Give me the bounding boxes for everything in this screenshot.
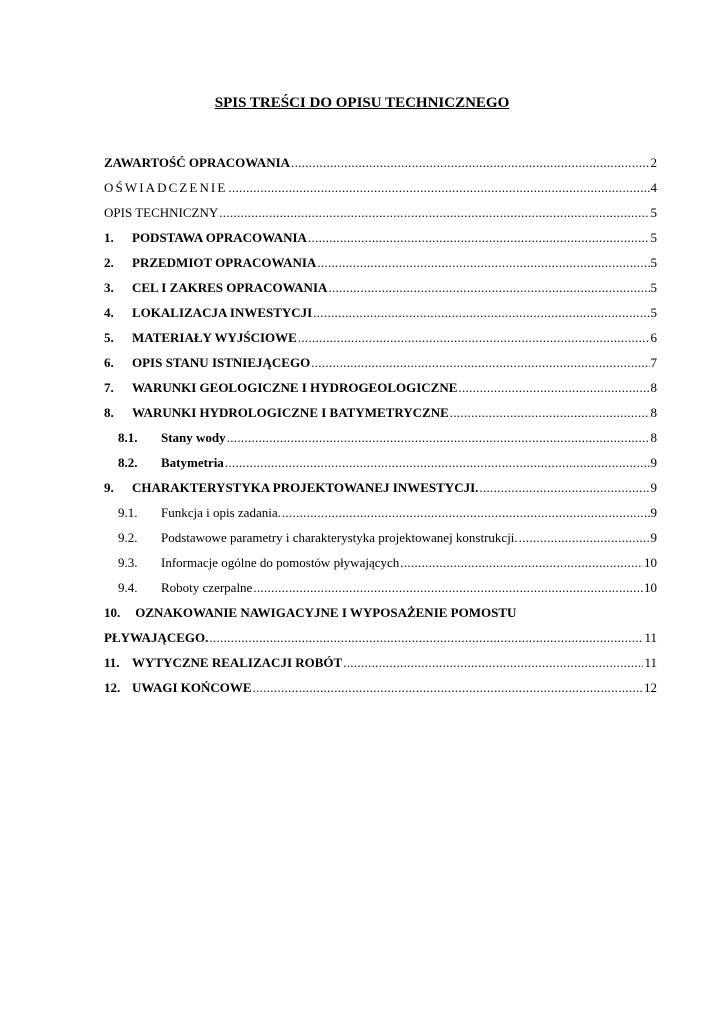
toc-page-number: 8 <box>650 405 657 420</box>
toc-entry-number: 2. <box>104 255 114 270</box>
toc-entry-continuation[interactable] <box>104 625 657 650</box>
toc-dot-leader <box>450 400 650 425</box>
toc-entry[interactable] <box>104 225 657 250</box>
toc-page-number: 8 <box>650 430 657 445</box>
toc-page-number: 6 <box>650 330 657 345</box>
toc-entry-label: Batymetria <box>161 455 224 470</box>
toc-entry[interactable] <box>104 250 657 275</box>
toc-dot-leader <box>458 375 649 400</box>
toc-page-number: 2 <box>650 155 657 170</box>
toc-entry-label: OZNAKOWANIE NAWIGACYJNE I WYPOSAŻENIE POMOSTU <box>135 605 517 620</box>
toc-entry[interactable] <box>104 675 657 700</box>
toc-entry[interactable] <box>104 525 657 550</box>
toc-dot-leader <box>228 175 649 200</box>
toc-dot-leader <box>291 150 649 175</box>
toc-page-number: 5 <box>650 205 657 220</box>
toc-dot-leader <box>308 225 650 250</box>
toc-entry-label: Roboty czerpalne <box>161 580 253 595</box>
toc-entry[interactable] <box>104 425 657 450</box>
toc-dot-leader <box>225 450 650 475</box>
toc-dot-leader <box>519 525 650 550</box>
toc-entry-label: Funkcja i opis zadania. <box>161 505 281 520</box>
toc-entry-number: 9.4. <box>118 580 138 595</box>
toc-page-number: 8 <box>650 380 657 395</box>
toc-entry[interactable] <box>104 275 657 300</box>
toc-entry-label: LOKALIZACJA INWESTYCJI <box>132 305 313 320</box>
toc-page-number: 10 <box>644 580 657 595</box>
toc-entry[interactable] <box>104 650 657 675</box>
toc-entry-label: MATERIAŁY WYJŚCIOWE <box>132 330 297 345</box>
toc-entry[interactable] <box>104 475 657 500</box>
toc-entry[interactable] <box>104 450 657 475</box>
toc-entry-number: 9. <box>104 480 114 495</box>
toc-entry-number: 3. <box>104 280 114 295</box>
toc-entry-number: 11. <box>104 655 120 670</box>
toc-dot-leader <box>343 650 643 675</box>
toc-entry[interactable] <box>104 325 657 350</box>
toc-dot-leader <box>479 475 649 500</box>
toc-entry-label-continued: PŁYWAJĄCEGO. <box>104 630 209 645</box>
toc-entry[interactable] <box>104 150 657 175</box>
table-of-contents <box>104 150 657 700</box>
toc-entry-number: 7. <box>104 380 114 395</box>
toc-entry-number: 8. <box>104 405 114 420</box>
toc-entry[interactable] <box>104 300 657 325</box>
toc-page-number: 11 <box>644 655 657 670</box>
toc-page-number: 4 <box>650 180 657 195</box>
toc-page-number: 5 <box>650 230 657 245</box>
toc-entry[interactable] <box>104 200 657 225</box>
toc-dot-leader <box>253 675 643 700</box>
toc-dot-leader <box>317 250 649 275</box>
toc-entry-label: CHARAKTERYSTYKA PROJEKTOWANEJ INWESTYCJI. <box>132 480 479 495</box>
toc-dot-leader <box>219 200 649 225</box>
toc-entry-label: CEL I ZAKRES OPRACOWANIA <box>132 280 328 295</box>
toc-entry[interactable] <box>104 575 657 600</box>
toc-page-number: 9 <box>650 505 657 520</box>
toc-entry-number: 12. <box>104 680 121 695</box>
toc-page-number: 7 <box>650 355 657 370</box>
toc-dot-leader <box>209 625 643 650</box>
toc-entry[interactable] <box>104 350 657 375</box>
page-title: SPIS TREŚCI DO OPISU TECHNICZNEGO <box>214 95 510 111</box>
toc-page-number: 11 <box>644 630 657 645</box>
toc-page-number: 9 <box>650 530 657 545</box>
toc-entry[interactable] <box>104 500 657 525</box>
toc-dot-leader <box>253 575 643 600</box>
toc-entry-number: 9.3. <box>118 555 138 570</box>
toc-dot-leader <box>400 550 643 575</box>
toc-entry-label: ZAWARTOŚĆ OPRACOWANIA <box>104 155 291 170</box>
toc-entry[interactable] <box>104 175 657 200</box>
toc-entry-number: 8.1. <box>118 430 138 445</box>
toc-entry-number: 5. <box>104 330 114 345</box>
toc-entry[interactable] <box>104 550 657 575</box>
toc-dot-leader <box>328 275 649 300</box>
toc-dot-leader <box>298 325 650 350</box>
toc-entry-label: OPIS TECHNICZNY <box>104 205 219 220</box>
toc-entry-wrapped[interactable] <box>104 600 657 625</box>
toc-entry-label: Stany wody <box>161 430 226 445</box>
toc-entry-number: 1. <box>104 230 114 245</box>
toc-entry-label: WARUNKI HYDROLOGICZNE I BATYMETRYCZNE <box>132 405 449 420</box>
toc-dot-leader <box>227 425 650 450</box>
toc-entry-label: Informacje ogólne do pomostów pływających <box>161 555 400 570</box>
toc-entry-number: 8.2. <box>118 455 138 470</box>
toc-entry-number: 6. <box>104 355 114 370</box>
toc-entry-number: 9.1. <box>118 505 138 520</box>
toc-entry-label: OPIS STANU ISTNIEJĄCEGO <box>132 355 311 370</box>
toc-entry-label: OŚWIADCZENIE <box>104 180 228 195</box>
toc-entry-number: 4. <box>104 305 114 320</box>
toc-dot-leader <box>311 350 649 375</box>
toc-page-number: 5 <box>650 255 657 270</box>
toc-entry-label: PODSTAWA OPRACOWANIA <box>132 230 307 245</box>
toc-page-number: 5 <box>650 280 657 295</box>
toc-entry-label: WYTYCZNE REALIZACJI ROBÓT <box>132 655 343 670</box>
toc-page-number: 9 <box>650 455 657 470</box>
toc-page-number: 10 <box>644 555 657 570</box>
toc-entry-number: 9.2. <box>118 530 138 545</box>
toc-entry-label: WARUNKI GEOLOGICZNE I HYDROGEOLOGICZNE <box>132 380 458 395</box>
toc-dot-leader <box>313 300 649 325</box>
toc-entry-label: Podstawowe parametry i charakterystyka projektowanej konstrukcji. <box>161 530 518 545</box>
toc-page-number: 9 <box>650 480 657 495</box>
toc-page-number: 5 <box>650 305 657 320</box>
toc-dot-leader <box>282 500 650 525</box>
toc-entry-label: PRZEDMIOT OPRACOWANIA <box>132 255 317 270</box>
toc-entry-label: UWAGI KOŃCOWE <box>132 680 252 695</box>
toc-entry[interactable] <box>104 400 657 425</box>
toc-page-number: 12 <box>644 680 657 695</box>
toc-entry[interactable] <box>104 375 657 400</box>
toc-entry-number: 10. <box>104 605 121 620</box>
